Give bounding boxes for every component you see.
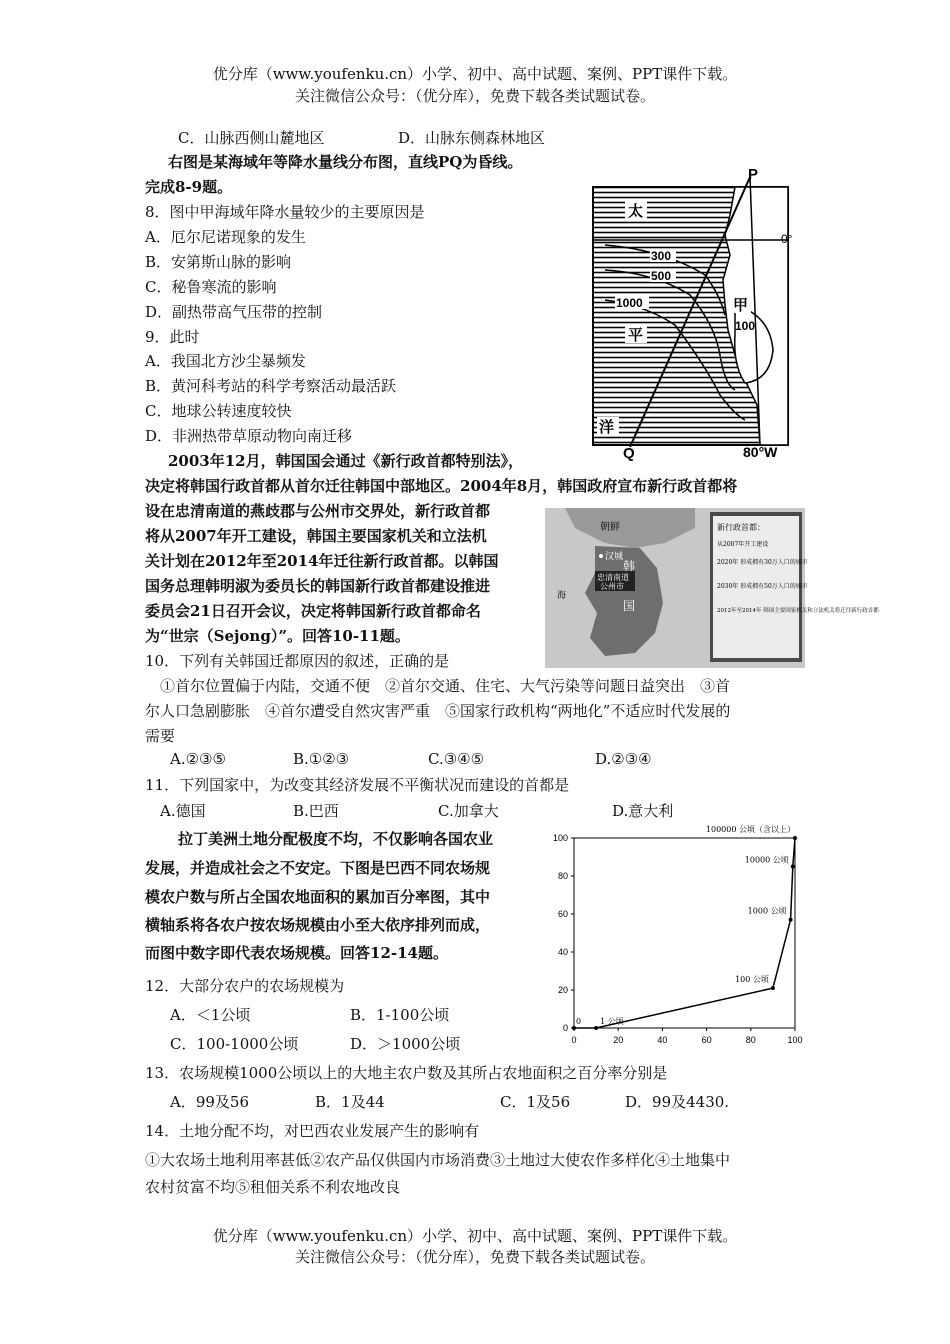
q10-items-line2: 尔人口急剧膨胀 ④首尔遭受自然灾害严重 ⑤国家行政机构“两地化”不适应时代发展的 — [145, 702, 731, 720]
q10-stem: 10．下列有关韩国迁都原因的叙述，正确的是 — [145, 652, 450, 670]
point-label: 1 公顷 — [600, 1017, 624, 1026]
intro-10-11-line7: 委员会21日召开会议，决定将韩国新行政首都命名 — [145, 602, 481, 620]
legend-item-2: 2020年 形成拥有30万人口的城市 — [717, 559, 808, 566]
label-hai: 海 — [557, 591, 567, 601]
series-point — [793, 836, 797, 840]
q11-option-d: D.意大利 — [612, 802, 674, 820]
q8-option-d: D．副热带高气压带的控制 — [145, 303, 323, 321]
q12-option-a: A．＜1公顷 — [170, 1006, 251, 1024]
page-header-line1: 优分库（www.youfenku.cn）小学、初中、高中试题、案例、PPT课件下载。 — [212, 65, 738, 83]
q11-option-c: C.加拿大 — [438, 802, 499, 820]
q14-stem: 14．土地分配不均，对巴西农业发展产生的影响有 — [145, 1122, 480, 1140]
q9-stem: 9．此时 — [145, 328, 200, 346]
intro-10-11-line8: 为“世宗（Sejong）”。回答10-11题。 — [145, 627, 410, 645]
korea-map — [545, 508, 879, 668]
q12-option-d: D．＞1000公顷 — [350, 1035, 461, 1053]
page-footer-line1: 优分库（www.youfenku.cn）小学、初中、高中试题、案例、PPT课件下载。 — [212, 1227, 738, 1245]
chart-series — [572, 836, 797, 1030]
page-header-line2: 关注微信公众号：（优分库），免费下载各类试题试卷。 — [294, 87, 655, 105]
iso-100-label: 100 — [735, 319, 756, 333]
q12-stem: 12．大部分农户的农场规模为 — [145, 977, 345, 995]
label-gongju: 公州市 — [600, 582, 624, 591]
intro-10-11-line2: 决定将韩国行政首都从首尔迁往韩国中部地区。2004年8月，韩国政府宣布新行政首都将 — [145, 477, 738, 495]
q8-option-c: C．秘鲁寒流的影响 — [145, 278, 277, 296]
intro-12-14-line4: 横轴系将各农户按农场规模由小至大依序排列而成， — [145, 916, 491, 934]
chart-ticks — [553, 833, 803, 1045]
precipitation-map — [585, 165, 800, 460]
label-lon-80w: 80°W — [743, 444, 778, 460]
intro-10-11-line1: 2003年12月，韩国国会通过《新行政首都特别法》， — [168, 452, 524, 470]
label-tai: 太 — [628, 202, 644, 220]
farm-size-chart — [540, 820, 815, 1055]
legend-item-4: 2012年至2014年 韩国主要国家机关和立法机关将迁往新行政首都 — [717, 608, 879, 614]
intro-12-14-line5: 而图中数字即代表农场规模。回答12-14题。 — [145, 944, 448, 962]
chart-point-labels — [576, 824, 795, 1026]
intro-10-11-line5: 关计划在2012年至2014年迁往新行政首都。以韩国 — [145, 552, 499, 570]
point-label: 100000 公顷（含以上） — [705, 825, 795, 834]
q11-stem: 11．下列国家中，为改变其经济发展不平衡状况而建设的首都是 — [145, 776, 570, 794]
y-tick-label: 80 — [557, 871, 568, 881]
q10-option-b: B.①②③ — [293, 750, 350, 768]
q11-option-b: B.巴西 — [293, 802, 339, 820]
y-tick-label: 100 — [552, 833, 568, 843]
q9-option-d: D．非洲热带草原动物向南迁移 — [145, 427, 353, 445]
intro-12-14-line2: 发展，并造成社会之不安定。下图是巴西不同农场规 — [145, 859, 491, 877]
point-label: 0 — [576, 1017, 582, 1026]
q8-stem: 8．图中甲海域年降水量较少的主要原因是 — [145, 203, 425, 221]
label-yang: 洋 — [599, 418, 615, 436]
intro-12-14-line3: 模农户数与所占全国农地面积的累加百分率图，其中 — [145, 888, 491, 906]
label-han: 韩 — [623, 559, 636, 573]
q13-stem: 13．农场规模1000公顷以上的大地主农户数及其所占农地面积之百分率分别是 — [145, 1064, 668, 1082]
intro-8-9-line2: 完成8-9题。 — [145, 178, 233, 196]
series-point — [594, 1026, 598, 1030]
q14-items-line2: 农村贫富不均⑤租佃关系不利农地改良 — [145, 1178, 401, 1196]
point-label: 1000 公顷 — [747, 906, 787, 916]
q12-option-b: B．1-100公顷 — [350, 1006, 450, 1024]
chart-plot-frame — [574, 838, 795, 1028]
q13-option-a: A．99及56 — [170, 1093, 250, 1111]
x-tick-label: 0 — [571, 1035, 577, 1045]
label-chungnam: 忠清南道 — [597, 573, 629, 582]
y-tick-label: 60 — [557, 909, 568, 919]
q9-option-a: A．我国北方沙尘暴频发 — [145, 352, 306, 370]
q10-option-c: C.③④⑤ — [428, 750, 485, 768]
label-equator: 0° — [781, 232, 793, 246]
label-q: Q — [623, 445, 635, 462]
y-tick-label: 40 — [557, 947, 568, 957]
label-guo: 国 — [623, 599, 636, 613]
iso-300-label: 300 — [651, 249, 672, 263]
q13-option-d: D．99及4430. — [625, 1093, 730, 1111]
series-point — [789, 918, 793, 922]
x-tick-label: 100 — [787, 1035, 803, 1045]
label-p: P — [748, 166, 759, 183]
y-tick-label: 20 — [557, 985, 568, 995]
q10-option-a: A.②③⑤ — [170, 750, 226, 768]
prev-option-d: D．山脉东侧森林地区 — [398, 129, 546, 147]
intro-10-11-line4: 将从2007年开工建设，韩国主要国家机关和立法机 — [145, 527, 487, 545]
label-chaoxian: 朝鲜 — [600, 522, 620, 533]
label-hanjiang: 汉城 — [605, 552, 624, 562]
label-ping: 平 — [628, 326, 644, 344]
y-tick-label: 0 — [562, 1023, 568, 1033]
x-tick-label: 80 — [745, 1035, 756, 1045]
intro-10-11-line3: 设在忠清南道的燕歧郡与公州市交界处，新行政首都 — [145, 502, 491, 520]
legend-item-1: 从2007年开工建设 — [717, 541, 769, 548]
point-label: 10000 公顷 — [744, 855, 789, 865]
q8-option-a: A．厄尔尼诺现象的发生 — [145, 228, 306, 246]
q9-option-c: C．地球公转速度较快 — [145, 402, 292, 420]
q12-option-c: C．100-1000公顷 — [170, 1035, 299, 1053]
q13-option-c: C．1及56 — [500, 1093, 571, 1111]
intro-12-14-line1: 拉丁美洲土地分配极度不均，不仅影响各国农业 — [178, 830, 494, 848]
x-tick-label: 20 — [613, 1035, 624, 1045]
prev-option-c: C．山脉西侧山麓地区 — [178, 129, 325, 147]
q9-option-b: B．黄河科考站的科学考察活动最活跃 — [145, 377, 397, 395]
q10-option-d: D.②③④ — [595, 750, 652, 768]
page-footer-line2: 关注微信公众号：（优分库），免费下载各类试题试卷。 — [294, 1248, 655, 1266]
intro-10-11-line6: 国务总理韩明淑为委员长的韩国新行政首都建设推进 — [145, 577, 491, 595]
legend-title: 新行政首都： — [717, 523, 765, 532]
q10-items-line3: 需要 — [145, 727, 176, 745]
iso-500-label: 500 — [651, 269, 672, 283]
q11-option-a: A.德国 — [160, 802, 206, 820]
q13-option-b: B．1及44 — [315, 1093, 385, 1111]
iso-1000-label: 1000 — [616, 296, 643, 310]
seoul-dot — [599, 554, 603, 558]
q14-items-line1: ①大农场土地利用率甚低②农产品仅供国内市场消费③土地过大使农作多样化④土地集中 — [145, 1151, 731, 1169]
intro-8-9-line1: 右图是某海域年等降水量线分布图，直线PQ为昏线。 — [168, 153, 523, 171]
x-tick-label: 40 — [657, 1035, 668, 1045]
q10-items-line1: ①首尔位置偏于内陆，交通不便 ②首尔交通、住宅、大气污染等问题日益突出 ③首 — [160, 677, 731, 695]
series-point — [791, 865, 795, 869]
point-label: 100 公顷 — [735, 975, 769, 985]
series-point — [572, 1026, 576, 1030]
series-point — [771, 986, 775, 990]
label-jia: 甲 — [733, 296, 749, 314]
x-tick-label: 60 — [701, 1035, 712, 1045]
series-line — [574, 838, 795, 1028]
chart-axes — [574, 838, 795, 1028]
q8-option-b: B．安第斯山脉的影响 — [145, 253, 292, 271]
legend-item-3: 2030年 形成拥有50万人口的城市 — [717, 583, 808, 590]
